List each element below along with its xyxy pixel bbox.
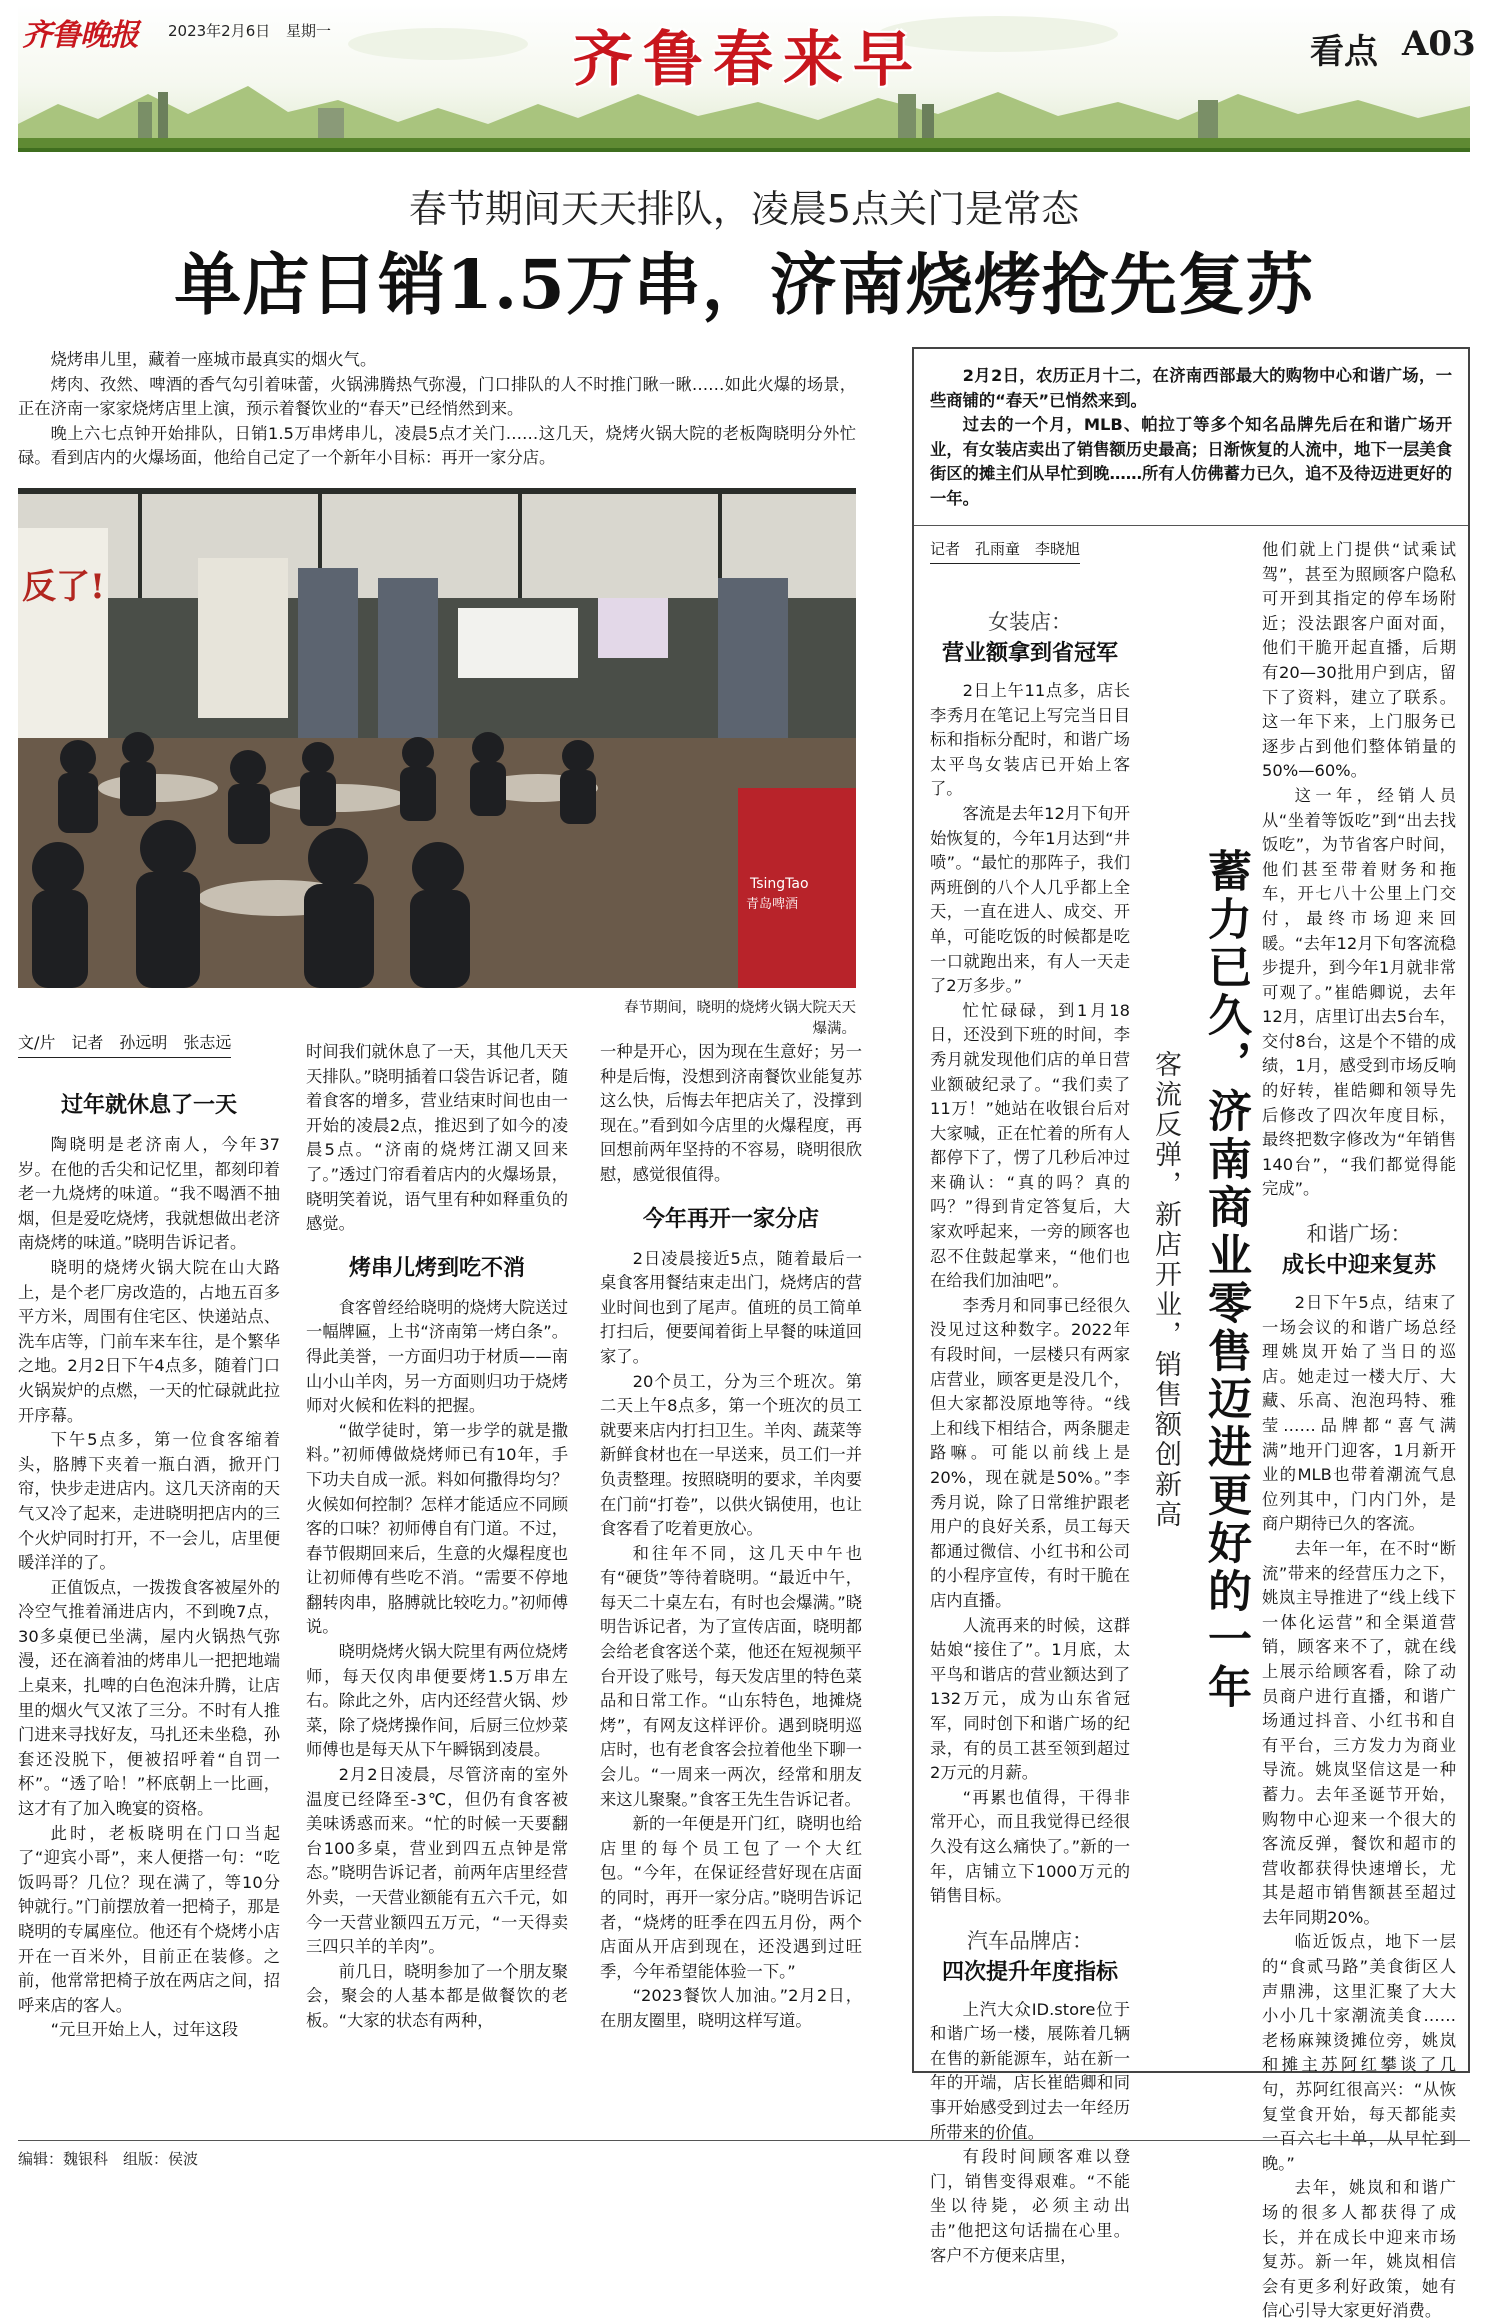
body-paragraph: “做学徒时，第一步学的就是撒料。”初师傅做烧烤师已有10年，手下功夫自成一派。料如何撒得均匀？火候如何控制？怎样才能适应不同顾客的口味？初师傅自有门道。不过，春节假期回来后，生意的火爆程度也让初师傅有些吃不消。“需要不停地翻转肉串，胳膊就比较吃力。”初师傅说。 [306, 1420, 568, 1637]
left-subhead-1: 过年就休息了一天 [60, 1093, 237, 1118]
lead-intro-paragraph: 烤肉、孜然、啤酒的香气勾引着味蕾，火锅沸腾热气弥漫，门口排队的人不时推门瞅一瞅……如此火爆的场景，正在济南一家家烧烤店里上演，预示着餐饮业的“春天”已经悄然到来。 [18, 374, 856, 419]
beer-crate-sign: TsingTao [750, 876, 809, 892]
svg-text:反了!: 反了! [22, 567, 105, 607]
left-subhead-2: 烤串儿烤到吃不消 [348, 1255, 525, 1281]
section-name: 看点 [1310, 32, 1378, 72]
body-paragraph: 临近饭点，地下一层的“食贰马路”美食街区人声鼎沸，这里汇聚了大大小小几十家潮流美食……老杨麻辣烫摊位旁，姚岚和摊主苏阿红攀谈了几句，苏阿红很高兴：“从恢复堂食开始，每天都能卖一百六七十单，从早忙到晚。” [1262, 1932, 1456, 2173]
newspaper-logo: 齐鲁晚报 [22, 18, 138, 53]
body-paragraph: 2日下午5点，结束了一场会议的和谐广场总经理姚岚开始了当日的巡店。她走过一楼大厅、大藏、乐高、泡泡玛特、雅莹……品牌都“喜气满满”地开门迎客，1月新开业的MLB也带着潮流气息位列其中，门内门外，是商户期待已久的客流。 [1262, 1293, 1456, 1534]
right-story-intro [930, 364, 1452, 512]
section-title-womenswear: 营业额拿到省冠军 [941, 641, 1118, 666]
right-story-column-1 [930, 538, 1130, 2265]
masthead-rule [18, 148, 1470, 152]
section-title-auto: 四次提升年度指标 [941, 1959, 1118, 1985]
body-paragraph: “2023餐饮人加油。”2月2日，在朋友圈里，晓明这样写道。 [600, 1986, 862, 2030]
intro-paragraph: 过去的一个月，MLB、帕拉丁等多个知名品牌先后在和谐广场开业，有女装店卖出了销售额历史最高；日渐恢复的人流中，地下一层美食街区的摊主们从早忙到晚……所有人仿佛蓄力已久，追不及待迈进更好的一年。 [930, 415, 1452, 508]
body-paragraph: 去年一年，在不时“断流”带来的经营压力之下，姚岚主导推进了“线上线下一体化运营”和全渠道营销，顾客来不了，就在线上展示给顾客看，除了动员商户进行直播，和谐广场通过抖音、小红书和自有平台，三方发力为商业导流。姚岚坚信这是一种蓄力。去年圣诞节开始，购物中心迎来一个很大的客流反弹，餐饮和超市的营收都获得快速增长，尤其是超市销售额甚至超过去年同期20%。 [1262, 1538, 1456, 1927]
section-title-mall: 成长中迎来复苏 [1281, 1253, 1436, 1279]
right-box-divider [914, 525, 1468, 526]
body-paragraph: 20个员工，分为三个班次。第二天上午8点多，第一个班次的员工就要来店内打扫卫生。羊肉、蔬菜等新鲜食材也在一早送来，员工们一并负责整理。按照晓明的要求，羊肉要在门前“打卷”，以供火锅使用，也让食客看了吃着更放心。 [600, 1371, 862, 1539]
page-footer: 编辑：魏银科 组版：侯波 [18, 2150, 199, 2168]
body-paragraph: 2日凌晨接近5点，随着最后一桌食客用餐结束走出门，烧烤店的营业时间也到了尾声。值班的员工简单打扫后，便要闻着街上早餐的味道回家了。 [600, 1248, 862, 1366]
lead-kicker: 春节期间天天排队，凌晨5点关门是常态 [408, 187, 1080, 231]
left-byline: 文/片 记者 孙远明 张志远 [18, 1030, 231, 1058]
section-label-auto: 汽车品牌店： [967, 1928, 1093, 1953]
restaurant-photo [18, 488, 856, 988]
left-story-column-2 [306, 1040, 568, 2140]
body-paragraph: 客流是去年12月下旬开始恢复的，今年1月达到“井喷”。“最忙的那阵子，我们两班倒的八个人几乎都上全天，一直在进人、成交、开单，可能吃饭的时候都是吃一口就跑出来，有人一天走了2万多步。” [930, 803, 1130, 996]
body-paragraph: 晓明的烧烤火锅大院在山大路上，是个老厂房改造的，占地五百多平方米，周围有住宅区、快递站点、洗车店等，门前车来车往，是个繁华之地。2月2日下午4点多，随着门口火锅炭炉的点燃，一天的忙碌就此拉开序幕。 [18, 1257, 280, 1425]
body-paragraph: 他们就上门提供“试乘试驾”，甚至为照顾客户隐私可开到其指定的停车场附近；没法跟客户面对面，他们干脆开起直播，后期有20—30批用户到店，留下了资料，建立了联系。这一年下来，上门服务已逐步占到他们整体销量的50%—60%。 [1262, 540, 1456, 781]
body-paragraph: 此时，老板晓明在门口当起了“迎宾小哥”，来人便搭一句：“吃饭吗哥？几位？现在满了，等10分钟就行。”门前摆放着一把椅子，那是晓明的专属座位。他还有个烧烤小店开在一百米外，目前正在装修。之前，他常常把椅子放在两店之间，招呼来店的客人。 [18, 1823, 280, 2015]
lead-intro-paragraph: 晚上六七点钟开始排队，日销1.5万串烤串儿，凌晨5点才关门……这几天，烧烤火锅大院的老板陶晓明分外忙碌。看到店内的火爆场面，他给自己定了一个新年小目标：再开一家分店。 [18, 423, 856, 468]
left-story-column-3 [600, 1040, 862, 2140]
lead-intro-paragraph: 烧烤串儿里，藏着一座城市最真实的烟火气。 [50, 350, 377, 369]
body-paragraph: 上汽大众ID.store位于和谐广场一楼，展陈着几辆在售的新能源车，站在新一年的开端，店长崔皓卿和同事开始感受到过去一年经历所带来的价值。 [930, 1999, 1130, 2142]
right-byline: 记者 孔雨童 李晓旭 [930, 538, 1080, 564]
body-paragraph: 食客曾经给晓明的烧烤大院送过一幅牌匾，上书“济南第一烤白条”。得此美誉，一方面归功于材质——南山小山羊肉，另一方面则归功于烧烤师对火候和佐料的把握。 [306, 1297, 568, 1416]
body-paragraph: 人流再来的时候，这群姑娘“接住了”。1月底，太平鸟和谐店的营业额达到了132万元，成为山东省冠军，同时创下和谐广场的纪录，有的员工甚至领到超过2万元的月薪。 [930, 1615, 1130, 1783]
body-paragraph: 2月2日凌晨，尽管济南的室外温度已经降至-3℃，但仍有食客被美味诱惑而来。“忙的时候一天要翻台100多桌，营业到四五点钟是常态。”晓明告诉记者，前两年店里经营外卖，一天营业额能有五六千元，如今一天营业额四五万元，“一天得卖三四只羊的羊肉”。 [306, 1765, 568, 1957]
body-paragraph: 新的一年便是开门红，晓明也给店里的每个员工包了一个大红包。“今年，在保证经营好现在店面的同时，再开一家分店。”晓明告诉记者，“烧烤的旺季在四五月份，两个店面从开店到现在，还没遇到过旺季，今年希望能体验一下。” [600, 1814, 862, 1981]
masthead-slogan: 齐鲁春来早 [573, 25, 923, 95]
intro-paragraph: 2月2日，农历正月十二，在济南西部最大的购物中心和谐广场，一些商铺的“春天”已悄然来到。 [930, 366, 1452, 410]
svg-text:青岛啤酒: 青岛啤酒 [746, 897, 799, 912]
body-paragraph: 晓明烧烤火锅大院里有两位烧烤师，每天仅肉串便要烤1.5万串左右。除此之外，店内还经营火锅、炒菜，除了烧烤操作间，后厨三位炒菜师傅也是每天从下午瞬锅到凌晨。 [306, 1642, 568, 1760]
body-paragraph: “元旦开始上人，过年这段 [50, 2020, 239, 2040]
lead-intro [18, 348, 856, 471]
body-paragraph: 下午5点多，第一位食客缩着头，胳膊下夹着一瓶白酒，掀开门帘，快步走进店内。这几天济南的天气又冷了起来，走进晓明把店内的三个火炉同时打开，不一会儿，店里便暖洋洋的了。 [18, 1430, 280, 1573]
right-main-headline: 蓄力已久，济南商业零售迈进更好的一年 [1200, 848, 1251, 1712]
body-paragraph: 这一年，经销人员从“坐着等饭吃”到“出去找饭吃”，为节省客户时间，他们甚至带着财务和拖车，开七八十公里上门交付，最终市场迎来回暖。“去年12月下旬客流稳步提升，到今年1月就非常可观了。”崔皓卿说，去年12月，店里订出去5台车，交付8台，这是个不错的成绩，1月，感受到市场反响的好转，崔皓卿和领导先后修改了四次年度目标，最终把数字修改为“年销售140台”，“我们都觉得能完成”。 [1262, 785, 1456, 1199]
body-paragraph: 有段时间顾客难以登门，销售变得艰难。“不能坐以待毙，必须主动出击”他把这句话揣在心里。客户不方便来店里， [930, 2147, 1130, 2265]
body-paragraph: 一种是开心，因为现在生意好；另一种是后悔，没想到济南餐饮业能复苏这么快，后悔去年把店关了，没撑到现在。”看到如今店里的火爆程度，再回想前两年坚持的不容易，晓明很欣慰，感觉很值得。 [600, 1042, 862, 1184]
section-label-womenswear: 女装店： [988, 610, 1072, 634]
issue-date: 2023年2月6日 [168, 22, 271, 40]
body-paragraph: “再累也值得，干得非常开心，而且我觉得已经很久没有这么痛快了。”新的一年，店铺立下1000万元的销售目标。 [930, 1787, 1130, 1906]
body-paragraph: 李秀月和同事已经很久没见过这种数字。2022年有段时间，一层楼只有两家店营业，顾客更是没几个，但大家都没原地等待。“线上和线下相结合，两条腿走路嘛。可能以前线上是20%，现在就是50%。”李秀月说，除了日常维护跟老用户的良好关系，员工每天都通过微信、小红书和公司的小程序宣传，有时干脆在店内直播。 [930, 1295, 1130, 1610]
crowded-bbq-hall-illustration [18, 488, 856, 988]
body-paragraph: 正值饭点，一拨拨食客被屋外的冷空气推着涌进店内，不到晚7点，30多桌便已坐满，屋内火锅热气弥漫，还在滴着油的烤串儿一把把地端上桌来，扎啤的白色泡沫升腾，让店里的烟火气又浓了三分。不时有人推门进来寻找好友，马扎还未坐稳，孙套还没脱下，便被招呼着“自罚一杯”。“透了哈！”杯底朝上一比画，这才有了加入晚宴的资格。 [18, 1577, 280, 1819]
body-paragraph: 2日上午11点多，店长李秀月在笔记上写完当日目标和指标分配时，和谐广场太平鸟女装店已开始上客了。 [930, 681, 1130, 799]
right-story-column-2 [1262, 538, 1456, 2321]
footer-rule [18, 2140, 1470, 2141]
photo-caption: 春节期间，晓明的烧烤火锅大院天天爆满。 [624, 1000, 856, 1037]
body-paragraph: 时间我们就休息了一天，其他几天天天排队。”晓明插着口袋告诉记者，随着食客的增多，营业结束时间也由一开始的凌晨2点，推迟到了如今的凌晨5点。“济南的烧烤江湖又回来了。”透过门帘看着店内的火爆场景，晓明笑着说，语气里有种如释重负的感觉。 [306, 1042, 568, 1234]
page-number: A03 [1402, 24, 1476, 64]
body-paragraph: 去年，姚岚和和谐广场的很多人都获得了成长，并在成长中迎来市场复苏。新一年，姚岚相信会有更多利好政策，她有信心引导大家更好消费。 [1262, 2178, 1456, 2321]
section-label-mall: 和谐广场： [1306, 1222, 1412, 1247]
issue-weekday: 星期一 [286, 22, 332, 40]
left-subhead-3: 今年再开一家分店 [642, 1206, 819, 1232]
body-paragraph: 陶晓明是老济南人，今年37岁。在他的舌尖和记忆里，都刻印着老一九烧烤的味道。“我不喝酒不抽烟，但是爱吃烧烤，我就想做出老济南烧烤的味道。”晓明告诉记者。 [18, 1135, 280, 1253]
left-story-column-1 [18, 1030, 280, 2140]
body-paragraph: 和往年不同，这几天中午也有“硬货”等待着晓明。“最近中午，每天二十桌左右，有时也会爆满。”晓明告诉记者，为了宣传店面，晓明都会给老食客送个菜，他还在短视频平台开设了账号，每天发店里的特色菜品和日常工作。“山东特色，地摊烧烤”，有网友这样评价。遇到晓明巡店时，也有老食客会拉着他坐下聊一会儿。“一周来一两次，经常和朋友来这儿聚聚。”食客王先生告诉记者。 [600, 1543, 862, 1809]
lead-headline: 单店日销1.5万串，济南烧烤抢先复苏 [174, 245, 1314, 324]
masthead [18, 4, 1476, 152]
body-paragraph: 忙忙碌碌，到1月18日，还没到下班的时间，李秀月就发现他们店的单日营业额破纪录了。“我们卖了11万！”她站在收银台后对大家喊，正在忙着的所有人都停下了，愣了几秒后冲过来确认：“真的吗？真的吗？”得到肯定答复后，大家欢呼起来，一旁的顾客也忍不住鼓起掌来，“他们也在给我们加油吧”。 [930, 1000, 1130, 1291]
body-paragraph: 前几日，晓明参加了一个朋友聚会，聚会的人基本都是做餐饮的老板。“大家的状态有两种， [306, 1961, 568, 2030]
right-sub-headline: 客流反弹，新店开业，销售额创新高 [1150, 1050, 1181, 1530]
